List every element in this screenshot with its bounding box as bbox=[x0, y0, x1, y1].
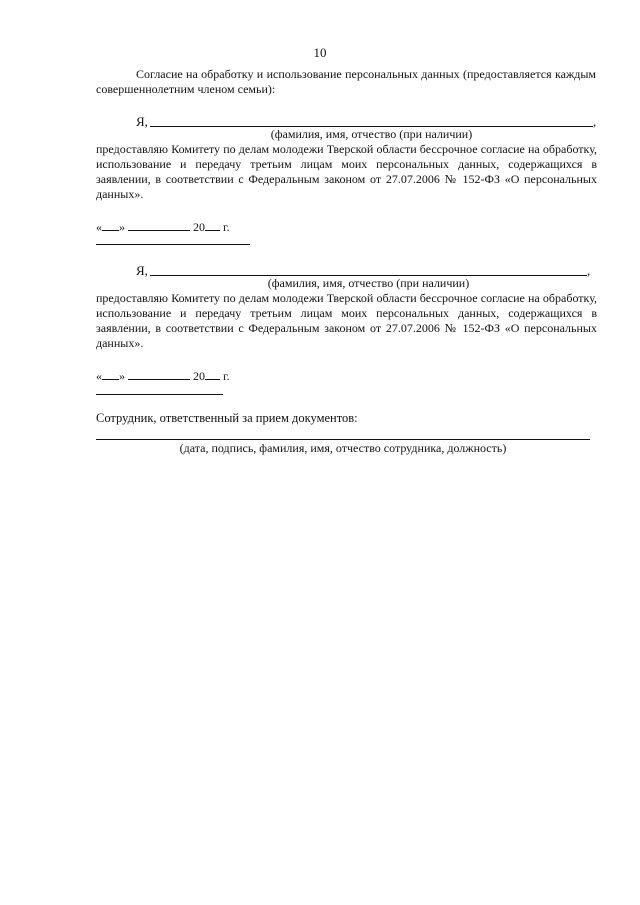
fio-comma: , bbox=[587, 263, 591, 278]
year-blank[interactable] bbox=[205, 219, 220, 231]
ya-prefix: Я, bbox=[136, 114, 148, 129]
signature-line[interactable] bbox=[96, 394, 223, 395]
signature-line[interactable] bbox=[96, 244, 250, 245]
day-blank[interactable] bbox=[102, 368, 119, 380]
date-quote-close: » bbox=[119, 220, 125, 234]
fio-caption: (фамилия, имя, отчество (при наличии) bbox=[267, 276, 470, 290]
employee-label: Сотрудник, ответственный за прием документов: bbox=[96, 411, 358, 425]
day-blank[interactable] bbox=[102, 219, 119, 231]
month-blank[interactable] bbox=[128, 368, 190, 380]
ya-prefix: Я, bbox=[136, 263, 148, 278]
fio-caption: (фамилия, имя, отчество (при наличии) bbox=[270, 127, 473, 141]
date-quote-close: » bbox=[119, 369, 125, 383]
date-quote-open: « bbox=[96, 369, 102, 383]
date-quote-open: « bbox=[96, 220, 102, 234]
year-prefix: 20 bbox=[193, 220, 205, 234]
year-prefix: 20 bbox=[193, 369, 205, 383]
consent-text: предоставляю Комитету по делам молодежи Тверской области бессрочное согласие на обработку, использование и передачу третьим лицам моих персональных данных, содержащихся в заявлении, в соответствии с Федеральным законом от 27.07.2006 № 152-ФЗ «О персональных данных». bbox=[96, 142, 597, 201]
month-blank[interactable] bbox=[128, 219, 190, 231]
year-suffix: г. bbox=[223, 369, 230, 383]
fio-comma: , bbox=[593, 114, 597, 129]
date-field[interactable] bbox=[96, 219, 230, 235]
year-blank[interactable] bbox=[205, 368, 220, 380]
year-suffix: г. bbox=[223, 220, 230, 234]
employee-signature-line[interactable] bbox=[96, 439, 590, 440]
employee-caption: (дата, подпись, фамилия, имя, отчество сотрудника, должность) bbox=[179, 441, 507, 455]
page-number: 10 bbox=[313, 45, 327, 60]
consent-text: предоставляю Комитету по делам молодежи Тверской области бессрочное согласие на обработку, использование и передачу третьим лицам моих персональных данных, содержащихся в заявлении, в соответствии с Федеральным законом от 27.07.2006 № 152-ФЗ «О персональных данных». bbox=[96, 291, 597, 350]
date-field[interactable] bbox=[96, 368, 230, 384]
consent-intro: Согласие на обработку и использование персональных данных (предоставляется каждым совершеннолетним членом семьи): bbox=[96, 67, 596, 96]
